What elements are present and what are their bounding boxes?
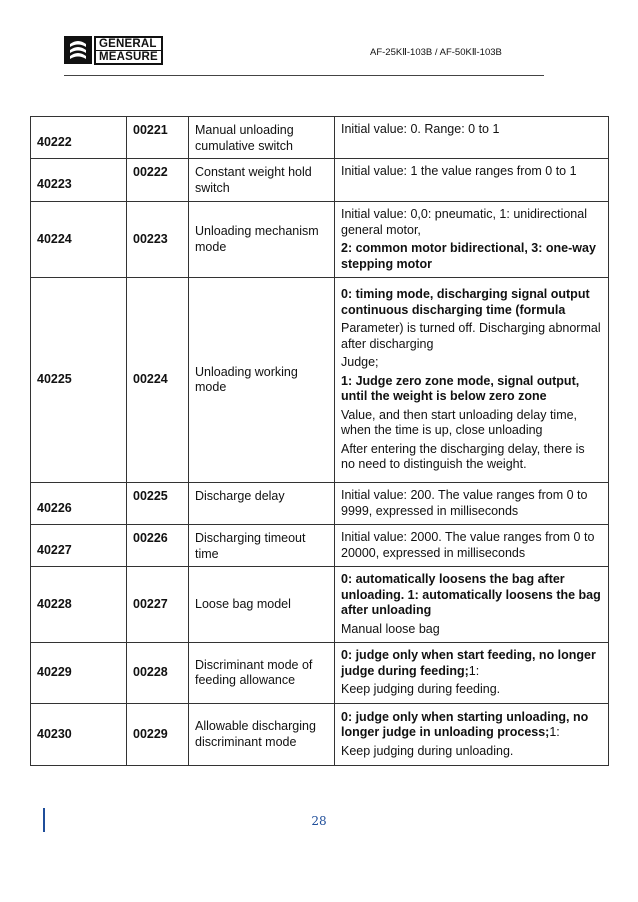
register-cell: 40227 <box>31 525 127 567</box>
description-line <box>341 648 602 679</box>
description-line <box>341 408 602 439</box>
description-cell <box>335 567 609 643</box>
description-line <box>341 374 602 405</box>
page-number: 28 <box>311 814 327 828</box>
description-line <box>341 622 602 638</box>
description-line <box>341 442 602 473</box>
table-row <box>31 483 609 525</box>
description-line <box>341 488 602 519</box>
logo-emblem-icon <box>64 36 92 64</box>
address-cell: 00223 <box>127 202 189 278</box>
description-line <box>341 321 602 352</box>
description-text: 0: automatically loosens the bag after unloading. 1: automatically loosens the bag after unloading <box>341 572 601 617</box>
address-cell: 00228 <box>127 643 189 704</box>
logo-line-1: GENERAL <box>96 38 161 50</box>
description-line <box>341 241 602 272</box>
parameter-name-cell: Allowable discharging discriminant mode <box>189 704 335 766</box>
description-line <box>341 164 602 180</box>
address-cell: 00222 <box>127 159 189 202</box>
table-row <box>31 567 609 643</box>
description-tail: 1: <box>468 663 480 678</box>
parameter-name-cell: Discharging timeout time <box>189 525 335 567</box>
parameter-table <box>30 116 609 766</box>
register-cell: 40228 <box>31 567 127 643</box>
parameter-name-cell: Loose bag model <box>189 567 335 643</box>
description-line <box>341 287 602 318</box>
table-row <box>31 202 609 278</box>
description-text: 0: judge only when starting unloading, no longer judge in unloading process; <box>341 709 589 740</box>
description-line <box>341 530 602 561</box>
description-cell <box>335 704 609 766</box>
register-cell: 40226 <box>31 483 127 525</box>
parameter-name-cell: Manual unloading cumulative switch <box>189 117 335 159</box>
description-cell <box>335 483 609 525</box>
register-cell: 40230 <box>31 704 127 766</box>
logo-line-2: MEASURE <box>96 51 161 63</box>
table-row <box>31 159 609 202</box>
parameter-name-cell: Discharge delay <box>189 483 335 525</box>
description-line <box>341 744 602 760</box>
logo-wordmark <box>94 36 163 65</box>
description-text: 2: common motor bidirectional, 3: one-way stepping motor <box>341 241 596 271</box>
parameter-name-cell: Discriminant mode of feeding allowance <box>189 643 335 704</box>
address-cell: 00224 <box>127 278 189 483</box>
parameter-name-cell: Unloading working mode <box>189 278 335 483</box>
description-line <box>341 572 602 619</box>
address-cell: 00227 <box>127 567 189 643</box>
description-tail: 1: <box>549 725 560 740</box>
description-text: 0: timing mode, discharging signal output continuous discharging time (formula <box>341 287 590 317</box>
address-cell: 00225 <box>127 483 189 525</box>
description-line <box>341 355 602 371</box>
description-cell <box>335 202 609 278</box>
table-row <box>31 117 609 159</box>
description-text: Manual loose bag <box>341 621 440 636</box>
header-divider <box>64 75 544 76</box>
description-line <box>341 682 602 698</box>
register-cell: 40229 <box>31 643 127 704</box>
description-text: Initial value: 1 the value ranges from 0 to 1 <box>341 164 577 178</box>
table-row <box>31 278 609 483</box>
description-cell <box>335 278 609 483</box>
model-number: AF-25KⅡ-103B / AF-50KⅡ-103B <box>370 47 502 58</box>
description-line <box>341 122 602 138</box>
register-cell: 40223 <box>31 159 127 202</box>
address-cell: 00221 <box>127 117 189 159</box>
address-cell: 00226 <box>127 525 189 567</box>
description-text: Initial value: 200. The value ranges from 0 to 9999, expressed in milliseconds <box>341 488 588 518</box>
description-text: Initial value: 0,0: pneumatic, 1: unidirectional general motor, <box>341 207 587 237</box>
description-text: Value, and then start unloading delay time, when the time is up, close unloading <box>341 407 578 438</box>
description-text: Keep judging during unloading. <box>341 743 514 758</box>
description-text: Initial value: 0. Range: 0 to 1 <box>341 122 500 136</box>
register-cell: 40225 <box>31 278 127 483</box>
table-row <box>31 525 609 567</box>
description-text: 1: Judge zero zone mode, signal output, until the weight is below zero zone <box>341 373 580 404</box>
register-cell: 40224 <box>31 202 127 278</box>
table-row <box>31 704 609 766</box>
table-row <box>31 643 609 704</box>
description-text: Judge; <box>341 355 379 370</box>
description-line <box>341 207 602 238</box>
description-text: Initial value: 2000. The value ranges from 0 to 20000, expressed in milliseconds <box>341 530 595 560</box>
register-cell: 40222 <box>31 117 127 159</box>
parameter-name-cell: Constant weight hold switch <box>189 159 335 202</box>
parameter-name-cell: Unloading mechanism mode <box>189 202 335 278</box>
description-text: 0: judge only when start feeding, no longer judge during feeding; <box>341 648 596 678</box>
description-text: Keep judging during feeding. <box>341 682 501 697</box>
description-cell <box>335 525 609 567</box>
description-text: After entering the discharging delay, there is no need to distinguish the weight. <box>341 441 585 472</box>
description-text: Parameter) is turned off. Discharging abnormal after discharging <box>341 321 601 351</box>
description-line <box>341 710 602 741</box>
company-logo <box>64 36 163 64</box>
address-cell: 00229 <box>127 704 189 766</box>
description-cell <box>335 117 609 159</box>
description-cell <box>335 159 609 202</box>
description-cell <box>335 643 609 704</box>
